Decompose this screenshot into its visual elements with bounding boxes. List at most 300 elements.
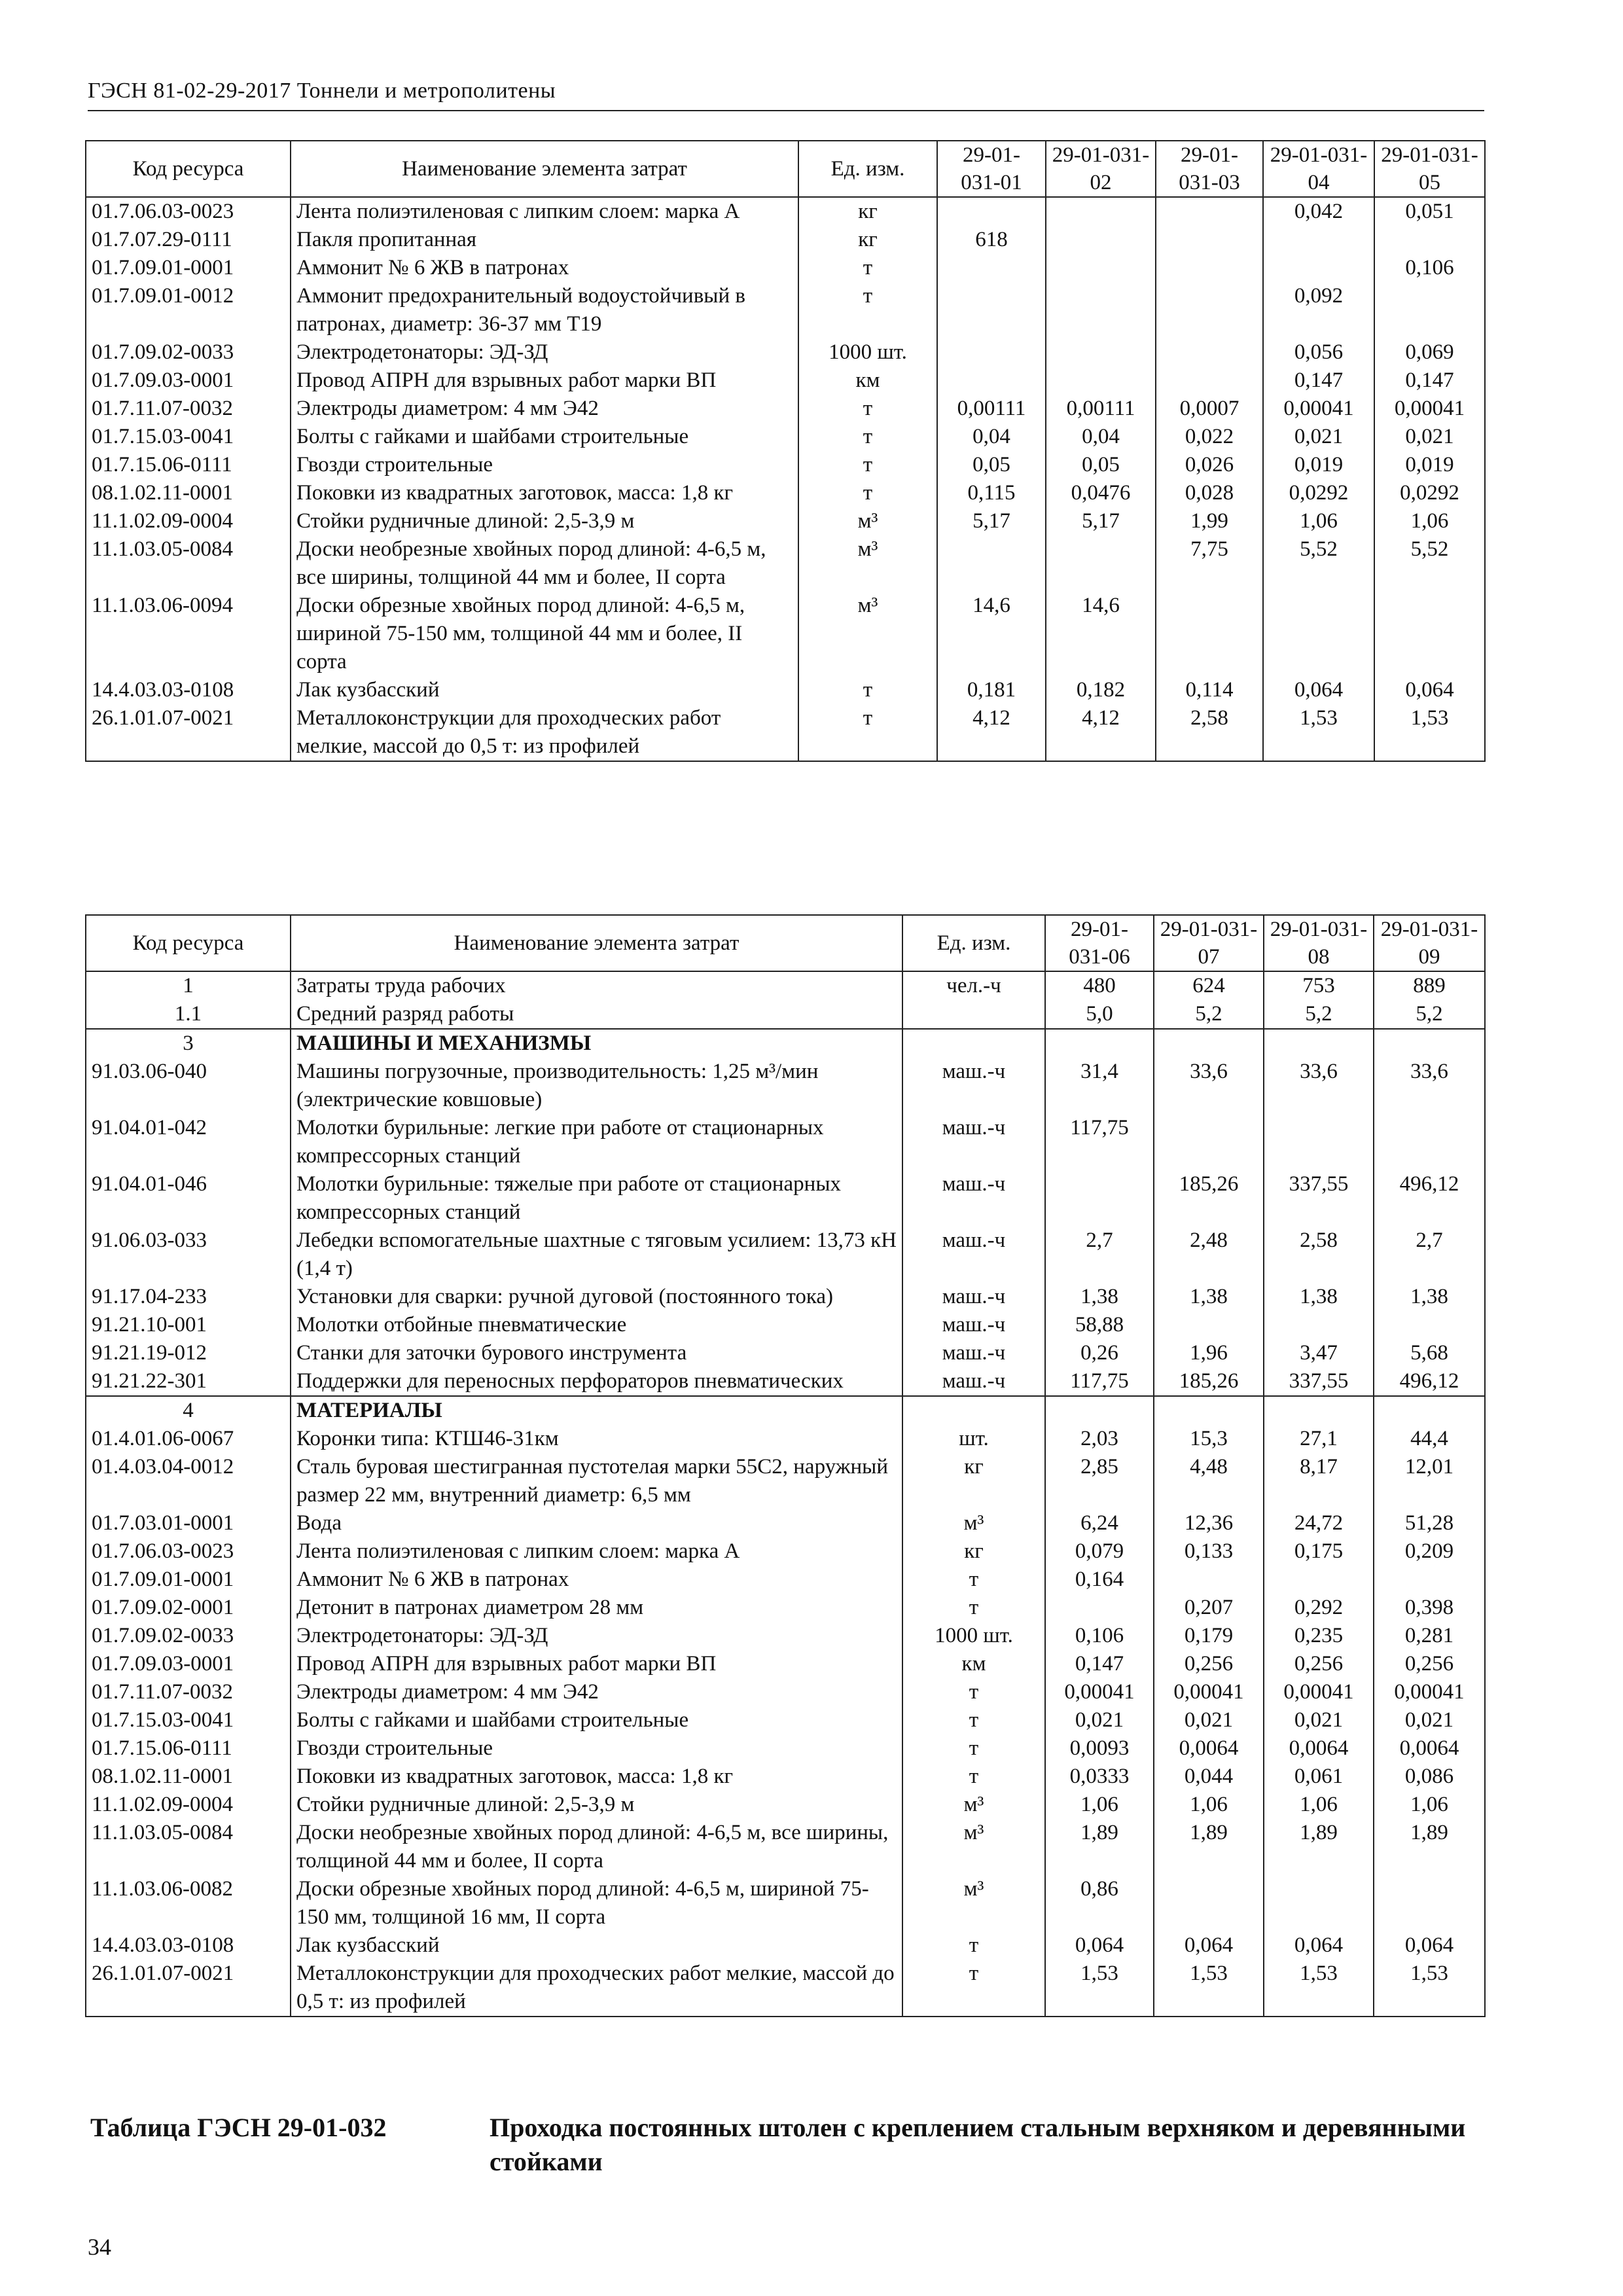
unit: маш.-ч (902, 1367, 1045, 1396)
resource-code: 01.7.06.03-0023 (86, 197, 291, 226)
value-cell (1046, 197, 1156, 226)
table-row (86, 1283, 1485, 1311)
unit: 1000 шт. (902, 1622, 1045, 1650)
value-cell: 4,12 (1046, 704, 1156, 761)
unit (902, 1000, 1045, 1029)
value-cell: 0,256 (1154, 1650, 1264, 1678)
unit: чел.-ч (902, 971, 1045, 1000)
value-cell: 0,019 (1263, 451, 1374, 479)
value-cell (1154, 1875, 1264, 1931)
unit: м³ (798, 507, 937, 535)
resource-code: 26.1.01.07-0021 (86, 704, 291, 761)
value-cell: 2,03 (1045, 1425, 1154, 1453)
table-row (86, 395, 1485, 423)
table-row (86, 1537, 1485, 1566)
resource-name: Затраты труда рабочих (291, 971, 902, 1000)
value-cell (1156, 338, 1263, 367)
column-header: Ед. изм. (798, 141, 937, 197)
value-cell (1156, 282, 1263, 338)
value-cell: 0,182 (1046, 676, 1156, 704)
table-row (86, 1706, 1485, 1734)
table-header-row (86, 141, 1485, 197)
column-header: 29-01-031-03 (1156, 141, 1263, 197)
unit: 1000 шт. (798, 338, 937, 367)
unit: т (902, 1706, 1045, 1734)
resource-name: Металлоконструкции для проходческих работ мелкие, массой до 0,5 т: из профилей (291, 1960, 902, 2017)
table-number: Таблица ГЭСН 29-01-032 (90, 2113, 387, 2142)
value-cell: 1,06 (1263, 507, 1374, 535)
value-cell (1374, 1114, 1485, 1170)
resource-table-2 (85, 914, 1486, 2017)
column-header: 29-01-031-05 (1374, 141, 1485, 197)
resource-code: 01.7.15.06-0111 (86, 451, 291, 479)
table-title: Проходка постоянных штолен с креплением стальным верхняком и деревянными стойками (490, 2113, 1466, 2176)
value-cell: 1,53 (1263, 704, 1374, 761)
value-cell (1374, 1029, 1485, 1058)
value-cell (1156, 254, 1263, 282)
value-cell: 185,26 (1154, 1367, 1264, 1396)
resource-name: Аммонит предохранительный водоустойчивый в патронах, диаметр: 36-37 мм Т19 (291, 282, 798, 338)
table-row (86, 479, 1485, 507)
value-cell: 0,079 (1045, 1537, 1154, 1566)
resource-name: Металлоконструкции для проходческих работ мелкие, массой до 0,5 т: из профилей (291, 704, 798, 761)
value-cell (1154, 1029, 1264, 1058)
resource-name: Лак кузбасский (291, 676, 798, 704)
resource-name: Молотки бурильные: тяжелые при работе от стационарных компрессорных станций (291, 1170, 902, 1227)
unit: м³ (798, 535, 937, 592)
value-cell: 0,069 (1374, 338, 1485, 367)
unit: км (798, 367, 937, 395)
value-cell: 117,75 (1045, 1114, 1154, 1170)
value-cell: 889 (1374, 971, 1485, 1000)
unit: кг (798, 197, 937, 226)
table-row (86, 1114, 1485, 1170)
page-header: ГЭСН 81-02-29-2017 Тоннели и метрополитены (88, 79, 556, 103)
unit: т (902, 1594, 1045, 1622)
resource-code: 11.1.03.06-0094 (86, 592, 291, 676)
value-cell: 0,281 (1374, 1622, 1485, 1650)
value-cell: 753 (1264, 971, 1374, 1000)
value-cell: 5,17 (937, 507, 1046, 535)
value-cell: 1,06 (1154, 1791, 1264, 1819)
value-cell: 0,106 (1045, 1622, 1154, 1650)
resource-name: Болты с гайками и шайбами строительные (291, 423, 798, 451)
value-cell: 0,175 (1264, 1537, 1374, 1566)
value-cell (1374, 1875, 1485, 1931)
value-cell (1374, 226, 1485, 254)
resource-name: Доски обрезные хвойных пород длиной: 4-6,5 м, шириной 75-150 мм, толщиной 16 мм, II сорта (291, 1875, 902, 1931)
table-row (86, 197, 1485, 226)
value-cell: 0,133 (1154, 1537, 1264, 1566)
column-header: 29-01-031-09 (1374, 915, 1485, 971)
resource-name: Сталь буровая шестигранная пустотелая марки 55С2, наружный размер 22 мм, внутренний диаметр: 6,5 мм (291, 1453, 902, 1509)
table-row (86, 1058, 1485, 1114)
value-cell (1045, 1594, 1154, 1622)
value-cell: 0,021 (1154, 1706, 1264, 1734)
value-cell: 0,00041 (1154, 1678, 1264, 1706)
table-row (86, 1453, 1485, 1509)
value-cell: 0,05 (937, 451, 1046, 479)
value-cell: 0,021 (1264, 1706, 1374, 1734)
value-cell: 31,4 (1045, 1058, 1154, 1114)
resource-code: 1.1 (86, 1000, 291, 1029)
value-cell: 5,52 (1374, 535, 1485, 592)
resource-name: Доски необрезные хвойных пород длиной: 4-6,5 м, все ширины, толщиной 44 мм и более, II сорта (291, 535, 798, 592)
resource-code: 01.7.11.07-0032 (86, 395, 291, 423)
value-cell (1263, 254, 1374, 282)
table-row (86, 1227, 1485, 1283)
table-row (86, 1650, 1485, 1678)
value-cell: 0,164 (1045, 1566, 1154, 1594)
value-cell (1046, 254, 1156, 282)
resource-name: Гвозди строительные (291, 451, 798, 479)
value-cell (1046, 367, 1156, 395)
resource-name: Лебедки вспомогательные шахтные с тяговым усилием: 13,73 кН (1,4 т) (291, 1227, 902, 1283)
resource-code: 14.4.03.03-0108 (86, 676, 291, 704)
value-cell: 0,147 (1374, 367, 1485, 395)
value-cell: 2,7 (1374, 1227, 1485, 1283)
resource-code: 91.03.06-040 (86, 1058, 291, 1114)
value-cell (1264, 1311, 1374, 1339)
resource-code: 4 (86, 1396, 291, 1425)
value-cell: 0,064 (1374, 676, 1485, 704)
table-row (86, 1622, 1485, 1650)
resource-code: 11.1.03.05-0084 (86, 1819, 291, 1875)
value-cell: 1,38 (1045, 1283, 1154, 1311)
resource-name: Поддержки для переносных перфораторов пневматических (291, 1367, 902, 1396)
value-cell: 1,96 (1154, 1339, 1264, 1367)
value-cell: 0,092 (1263, 282, 1374, 338)
unit: кг (902, 1453, 1045, 1509)
unit: маш.-ч (902, 1170, 1045, 1227)
value-cell: 0,115 (937, 479, 1046, 507)
value-cell: 0,00041 (1374, 1678, 1485, 1706)
value-cell: 0,022 (1156, 423, 1263, 451)
table-row (86, 1367, 1485, 1396)
table-row (86, 226, 1485, 254)
resource-code: 01.7.09.02-0033 (86, 1622, 291, 1650)
value-cell: 0,021 (1045, 1706, 1154, 1734)
value-cell: 1,53 (1154, 1960, 1264, 2017)
value-cell: 0,086 (1374, 1763, 1485, 1791)
value-cell (937, 254, 1046, 282)
resource-code: 11.1.03.06-0082 (86, 1875, 291, 1931)
value-cell (937, 282, 1046, 338)
column-header: 29-01-031-07 (1154, 915, 1264, 971)
resource-name: Стойки рудничные длиной: 2,5-3,9 м (291, 1791, 902, 1819)
column-header: Код ресурса (86, 141, 291, 197)
value-cell: 5,52 (1263, 535, 1374, 592)
value-cell: 0,019 (1374, 451, 1485, 479)
unit: шт. (902, 1425, 1045, 1453)
value-cell (1264, 1566, 1374, 1594)
value-cell: 0,398 (1374, 1594, 1485, 1622)
resource-code: 01.4.01.06-0067 (86, 1425, 291, 1453)
value-cell: 337,55 (1264, 1367, 1374, 1396)
table-row (86, 451, 1485, 479)
unit: т (798, 479, 937, 507)
unit: т (798, 676, 937, 704)
resource-name: Лента полиэтиленовая с липким слоем: марка А (291, 197, 798, 226)
value-cell: 1,89 (1374, 1819, 1485, 1875)
value-cell: 0,0007 (1156, 395, 1263, 423)
value-cell: 618 (937, 226, 1046, 254)
unit: т (902, 1678, 1045, 1706)
value-cell (1154, 1396, 1264, 1425)
value-cell (937, 338, 1046, 367)
value-cell: 1,89 (1045, 1819, 1154, 1875)
value-cell: 5,68 (1374, 1339, 1485, 1367)
unit: маш.-ч (902, 1058, 1045, 1114)
table-row (86, 1819, 1485, 1875)
resource-code: 91.21.19-012 (86, 1339, 291, 1367)
table-row (86, 423, 1485, 451)
value-cell: 1,53 (1045, 1960, 1154, 2017)
value-cell: 0,00111 (1046, 395, 1156, 423)
value-cell: 2,58 (1156, 704, 1263, 761)
resource-code: 26.1.01.07-0021 (86, 1960, 291, 2017)
table-row (86, 282, 1485, 338)
column-header: 29-01-031-08 (1264, 915, 1374, 971)
resource-code: 01.7.09.02-0001 (86, 1594, 291, 1622)
value-cell: 0,0292 (1374, 479, 1485, 507)
value-cell (1154, 1566, 1264, 1594)
resource-name: Аммонит № 6 ЖВ в патронах (291, 254, 798, 282)
value-cell (937, 535, 1046, 592)
resource-name: Гвозди строительные (291, 1734, 902, 1763)
table-row (86, 704, 1485, 761)
resource-name: Средний разряд работы (291, 1000, 902, 1029)
resource-table-1 (85, 140, 1486, 762)
resource-code: 01.7.15.06-0111 (86, 1734, 291, 1763)
value-cell: 4,12 (937, 704, 1046, 761)
value-cell: 2,7 (1045, 1227, 1154, 1283)
resource-name: Стойки рудничные длиной: 2,5-3,9 м (291, 507, 798, 535)
value-cell (1263, 226, 1374, 254)
table-row (86, 1339, 1485, 1367)
value-cell: 0,209 (1374, 1537, 1485, 1566)
value-cell: 12,36 (1154, 1509, 1264, 1537)
value-cell: 0,00041 (1045, 1678, 1154, 1706)
table-row (86, 507, 1485, 535)
value-cell: 27,1 (1264, 1425, 1374, 1453)
resource-name: МАТЕРИАЛЫ (291, 1396, 902, 1425)
value-cell: 0,056 (1263, 338, 1374, 367)
value-cell (1374, 1396, 1485, 1425)
value-cell: 480 (1045, 971, 1154, 1000)
unit: кг (902, 1537, 1045, 1566)
value-cell: 496,12 (1374, 1367, 1485, 1396)
resource-name: Вода (291, 1509, 902, 1537)
unit: т (798, 395, 937, 423)
unit: т (902, 1734, 1045, 1763)
value-cell: 337,55 (1264, 1170, 1374, 1227)
table-row (86, 1029, 1485, 1058)
value-cell: 8,17 (1264, 1453, 1374, 1509)
resource-code: 11.1.02.09-0004 (86, 507, 291, 535)
resource-code: 01.7.09.01-0012 (86, 282, 291, 338)
value-cell: 0,0064 (1264, 1734, 1374, 1763)
value-cell: 0,86 (1045, 1875, 1154, 1931)
table-row (86, 1000, 1485, 1029)
value-cell: 0,064 (1045, 1931, 1154, 1960)
value-cell: 0,181 (937, 676, 1046, 704)
resource-name: Установки для сварки: ручной дуговой (постоянного тока) (291, 1283, 902, 1311)
value-cell (1264, 1875, 1374, 1931)
table-row (86, 592, 1485, 676)
resource-name: Электроды диаметром: 4 мм Э42 (291, 1678, 902, 1706)
unit: т (902, 1960, 1045, 2017)
value-cell: 51,28 (1374, 1509, 1485, 1537)
resource-code: 08.1.02.11-0001 (86, 1763, 291, 1791)
value-cell: 0,00041 (1264, 1678, 1374, 1706)
page-number: 34 (88, 2234, 111, 2260)
table-row (86, 1763, 1485, 1791)
value-cell: 2,85 (1045, 1453, 1154, 1509)
value-cell: 0,256 (1264, 1650, 1374, 1678)
table-row (86, 1396, 1485, 1425)
value-cell: 0,00041 (1263, 395, 1374, 423)
value-cell: 185,26 (1154, 1170, 1264, 1227)
resource-name: Молотки бурильные: легкие при работе от стационарных компрессорных станций (291, 1114, 902, 1170)
value-cell: 24,72 (1264, 1509, 1374, 1537)
resource-name: Коронки типа: КТШ46-31км (291, 1425, 902, 1453)
value-cell: 0,064 (1374, 1931, 1485, 1960)
table-row (86, 1170, 1485, 1227)
value-cell: 0,064 (1264, 1931, 1374, 1960)
table-row (86, 1791, 1485, 1819)
resource-code: 91.21.22-301 (86, 1367, 291, 1396)
value-cell: 5,0 (1045, 1000, 1154, 1029)
value-cell: 0,147 (1263, 367, 1374, 395)
table-header-row (86, 915, 1485, 971)
column-header: Наименование элемента затрат (291, 141, 798, 197)
unit: т (798, 254, 937, 282)
value-cell (1045, 1029, 1154, 1058)
resource-code: 91.17.04-233 (86, 1283, 291, 1311)
value-cell: 0,207 (1154, 1594, 1264, 1622)
table-row (86, 1960, 1485, 2017)
value-cell: 33,6 (1264, 1058, 1374, 1114)
resource-name: Доски обрезные хвойных пород длиной: 4-6,5 м, шириной 75-150 мм, толщиной 44 мм и более, II сорта (291, 592, 798, 676)
value-cell: 5,17 (1046, 507, 1156, 535)
value-cell (1264, 1029, 1374, 1058)
resource-name: Лак кузбасский (291, 1931, 902, 1960)
table-row (86, 535, 1485, 592)
unit: м³ (902, 1791, 1045, 1819)
value-cell: 496,12 (1374, 1170, 1485, 1227)
value-cell: 5,2 (1264, 1000, 1374, 1029)
value-cell: 0,00041 (1374, 395, 1485, 423)
table-row (86, 1734, 1485, 1763)
value-cell: 1,38 (1264, 1283, 1374, 1311)
value-cell: 15,3 (1154, 1425, 1264, 1453)
resource-code: 01.7.09.01-0001 (86, 254, 291, 282)
table-row (86, 1425, 1485, 1453)
value-cell: 0,0476 (1046, 479, 1156, 507)
value-cell: 0,064 (1263, 676, 1374, 704)
value-cell: 0,147 (1045, 1650, 1154, 1678)
value-cell (937, 367, 1046, 395)
table-row (86, 1509, 1485, 1537)
value-cell: 0,0064 (1374, 1734, 1485, 1763)
resource-code: 3 (86, 1029, 291, 1058)
value-cell: 4,48 (1154, 1453, 1264, 1509)
resource-name: Аммонит № 6 ЖВ в патронах (291, 1566, 902, 1594)
column-header: Ед. изм. (902, 915, 1045, 971)
unit: т (798, 282, 937, 338)
value-cell (937, 197, 1046, 226)
value-cell: 1,53 (1264, 1960, 1374, 2017)
resource-name: Молотки отбойные пневматические (291, 1311, 902, 1339)
value-cell: 0,256 (1374, 1650, 1485, 1678)
value-cell: 12,01 (1374, 1453, 1485, 1509)
resource-code: 01.7.09.03-0001 (86, 1650, 291, 1678)
table-row (86, 367, 1485, 395)
unit: т (902, 1566, 1045, 1594)
unit: м³ (902, 1875, 1045, 1931)
column-header: Код ресурса (86, 915, 291, 971)
resource-code: 08.1.02.11-0001 (86, 479, 291, 507)
resource-name: Провод АПРН для взрывных работ марки ВП (291, 1650, 902, 1678)
value-cell (1046, 282, 1156, 338)
resource-code: 01.7.11.07-0032 (86, 1678, 291, 1706)
value-cell (1264, 1114, 1374, 1170)
value-cell (1045, 1170, 1154, 1227)
value-cell: 0,0064 (1154, 1734, 1264, 1763)
column-header: 29-01-031-01 (937, 141, 1046, 197)
value-cell: 0,00111 (937, 395, 1046, 423)
value-cell: 0,04 (937, 423, 1046, 451)
unit: т (902, 1931, 1045, 1960)
value-cell: 3,47 (1264, 1339, 1374, 1367)
value-cell: 1,99 (1156, 507, 1263, 535)
resource-code: 01.4.03.04-0012 (86, 1453, 291, 1509)
value-cell: 1,89 (1154, 1819, 1264, 1875)
value-cell: 1,89 (1264, 1819, 1374, 1875)
header-rule (88, 110, 1484, 111)
value-cell: 0,028 (1156, 479, 1263, 507)
resource-name: Поковки из квадратных заготовок, масса: 1,8 кг (291, 479, 798, 507)
unit: маш.-ч (902, 1114, 1045, 1170)
table-row (86, 1875, 1485, 1931)
resource-code: 01.7.09.02-0033 (86, 338, 291, 367)
value-cell: 33,6 (1374, 1058, 1485, 1114)
resource-name: Электродетонаторы: ЭД-ЗД (291, 338, 798, 367)
value-cell: 0,04 (1046, 423, 1156, 451)
resource-name: Электроды диаметром: 4 мм Э42 (291, 395, 798, 423)
unit: м³ (798, 592, 937, 676)
unit: т (902, 1763, 1045, 1791)
column-header: 29-01-031-02 (1046, 141, 1156, 197)
value-cell: 5,2 (1154, 1000, 1264, 1029)
value-cell: 0,042 (1263, 197, 1374, 226)
resource-name: Электродетонаторы: ЭД-ЗД (291, 1622, 902, 1650)
table-row (86, 676, 1485, 704)
value-cell: 0,064 (1154, 1931, 1264, 1960)
unit: маш.-ч (902, 1311, 1045, 1339)
resource-code: 01.7.06.03-0023 (86, 1537, 291, 1566)
value-cell (1156, 367, 1263, 395)
value-cell: 0,292 (1264, 1594, 1374, 1622)
value-cell (1154, 1114, 1264, 1170)
value-cell (1374, 1566, 1485, 1594)
value-cell: 44,4 (1374, 1425, 1485, 1453)
unit: т (798, 451, 937, 479)
resource-code: 91.04.01-046 (86, 1170, 291, 1227)
table-row (86, 971, 1485, 1000)
resource-code: 11.1.02.09-0004 (86, 1791, 291, 1819)
